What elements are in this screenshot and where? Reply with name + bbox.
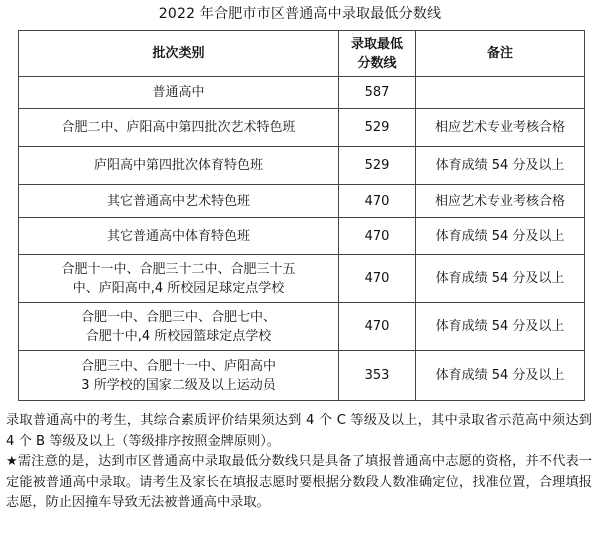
- row-note: 体育成绩 54 分及以上: [416, 218, 585, 255]
- row-score: 529: [339, 109, 416, 147]
- row-note: 相应艺术专业考核合格: [416, 109, 585, 147]
- table-row: [19, 77, 585, 109]
- table-header-row: [19, 31, 585, 77]
- row-score: 529: [339, 147, 416, 185]
- star-icon: ★: [6, 454, 18, 469]
- row-category: 庐阳高中第四批次体育特色班: [19, 147, 339, 185]
- row-note: [416, 77, 585, 109]
- table-row: [19, 218, 585, 255]
- row-category: 其它普通高中体育特色班: [19, 218, 339, 255]
- header-category: 批次类别: [19, 31, 339, 77]
- row-score: 470: [339, 255, 416, 303]
- row-category: 合肥十一中、合肥三十二中、合肥三十五 中、庐阳高中,4 所校园足球定点学校: [19, 255, 339, 303]
- row-score: 587: [339, 77, 416, 109]
- row-category: 普通高中: [19, 77, 339, 109]
- header-score: 录取最低 分数线: [339, 31, 416, 77]
- table-row: [19, 255, 585, 303]
- score-table: [18, 30, 585, 401]
- row-score: 470: [339, 303, 416, 351]
- row-note: 体育成绩 54 分及以上: [416, 147, 585, 185]
- header-note: 备注: [416, 31, 585, 77]
- note-paragraph-comprehensive-evaluation: 录取普通高中的考生，其综合素质评价结果须达到 4 个 C 等级及以上，其中录取省示范高中须达到 4 个 B 等级及以上（等级排序按照金牌原则）。: [6, 413, 592, 449]
- row-category: 其它普通高中艺术特色班: [19, 185, 339, 218]
- note-paragraph-attention: [6, 452, 592, 514]
- note-attention-text: 需注意的是，达到市区普通高中录取最低分数线只是具备了填报普通高中志愿的资格，并不代表一定能被普通高中录取。请考生及家长在填报志愿时要根据分数段人数准确定位，找准位置，合理填报志愿，防止因撞车导致无法被普通高中录取。: [6, 454, 592, 510]
- table-row: [19, 109, 585, 147]
- table-row: [19, 147, 585, 185]
- row-score: 353: [339, 351, 416, 401]
- page-title: 2022 年合肥市市区普通高中录取最低分数线: [158, 6, 442, 22]
- notes-section: [6, 411, 592, 514]
- row-score: 470: [339, 185, 416, 218]
- row-category: 合肥一中、合肥三中、合肥七中、 合肥十中,4 所校园篮球定点学校: [19, 303, 339, 351]
- table-row: [19, 303, 585, 351]
- row-note: 体育成绩 54 分及以上: [416, 303, 585, 351]
- row-note: 体育成绩 54 分及以上: [416, 255, 585, 303]
- table-row: [19, 351, 585, 401]
- row-category: 合肥二中、庐阳高中第四批次艺术特色班: [19, 109, 339, 147]
- row-score: 470: [339, 218, 416, 255]
- table-row: [19, 185, 585, 218]
- row-category: 合肥三中、合肥十一中、庐阳高中 3 所学校的国家二级及以上运动员: [19, 351, 339, 401]
- row-note: 相应艺术专业考核合格: [416, 185, 585, 218]
- row-note: 体育成绩 54 分及以上: [416, 351, 585, 401]
